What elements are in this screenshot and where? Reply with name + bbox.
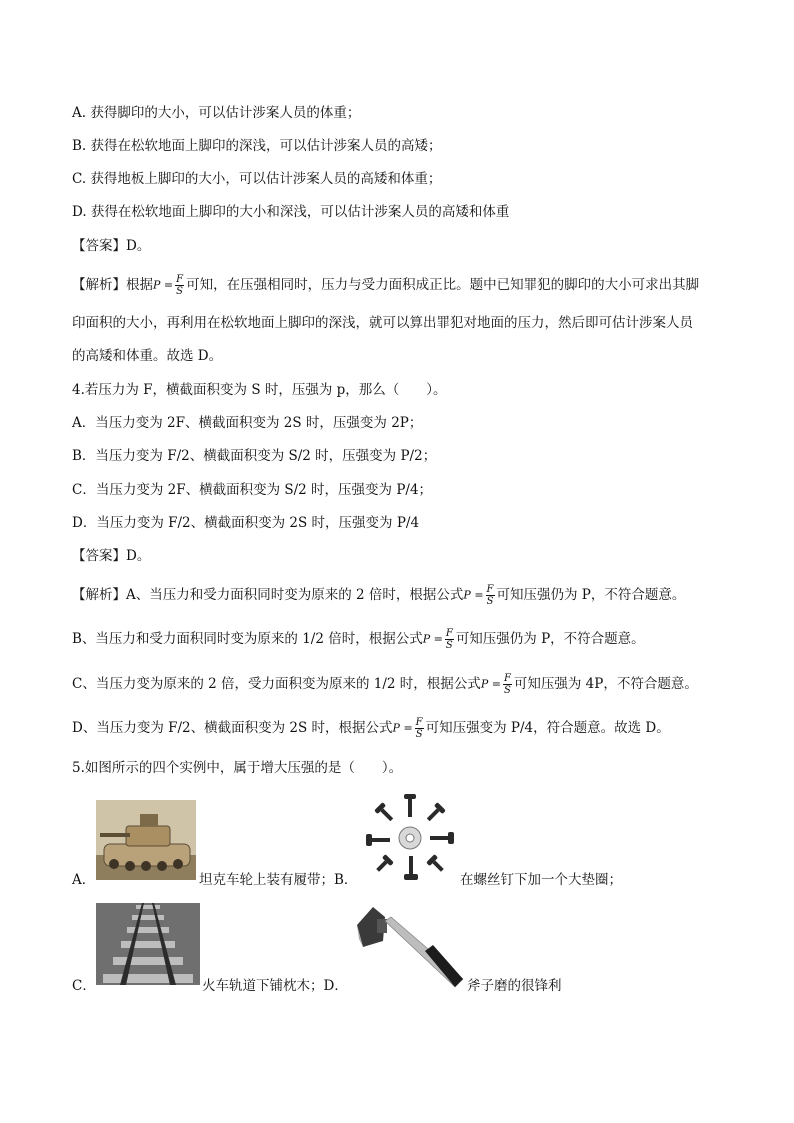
q4-option-b: B．当压力变为 F/2、横截面积变为 S/2 时，压强变为 P/2； [72,448,437,464]
q3-analysis-line1: 【解析】根据P = $\frac{F}{S}$ 可知，在压强相同时，压力与受力面积成正比。题中已知罪犯的脚印的大小可求出其脚 [72,274,700,297]
q4-analysis-d: D、当压力变为 F/2、横截面积变为 2S 时，根据公式P = $\frac{F}{S}$ 可知压强变为 P/4，符合题意。故选 D。 [72,717,670,740]
q4-analysis-c: C、当压力变为原来的 2 倍，受力面积变为原来的 1/2 时，根据公式P = $\frac{F}{S}$ 可知压强为 4P，不符合题意。 [72,673,698,696]
q4-stem: 4.若压力为 F，横截面积变为 S 时，压强为 p，那么（ ）。 [72,382,447,398]
axe-image [355,905,467,989]
tank-image [96,800,196,880]
railway-track-image [96,903,200,985]
formula-fraction: $\frac{F}{S}$ [176,274,184,297]
q5-text-b: 在螺丝钉下加一个大垫圈； [460,872,622,888]
screws-washer-image [360,790,460,886]
q4-option-c: C．当压力变为 2F、横截面积变为 S/2 时，压强变为 P/4； [72,482,433,498]
q5-label-a: A． [72,872,96,888]
q3-option-a: A. 获得脚印的大小，可以估计涉案人员的体重； [72,105,361,121]
q5-text-c: 火车轨道下铺枕木；D． [202,978,348,994]
q3-option-c: C. 获得地板上脚印的大小，可以估计涉案人员的高矮和体重； [72,171,442,187]
q3-option-b: B. 获得在松软地面上脚印的深浅，可以估计涉案人员的高矮； [72,138,442,154]
formula-lhs: P = [153,278,174,292]
q4-option-a: A．当压力变为 2F、横截面积变为 2S 时，压强变为 2P； [72,415,423,431]
formula-fraction: $\frac{F}{S}$ [415,717,423,740]
q4-analysis-b: B、当压力和受力面积同时变为原来的 1/2 倍时，根据公式P = $\frac{F}{S}$ 可知压强仍为 P，不符合题意。 [72,628,645,651]
formula-fraction: $\frac{F}{S}$ [503,673,511,696]
q3-answer: 【答案】D。 [72,238,151,254]
formula-fraction: $\frac{F}{S}$ [486,584,494,607]
q4-analysis-a: 【解析】A、当压力和受力面积同时变为原来的 2 倍时，根据公式P = $\frac{F}{S}$ 可知压强仍为 P，不符合题意。 [72,584,686,607]
q3-analysis-line3: 的高矮和体重。故选 D。 [72,348,223,364]
q5-stem: 5.如图所示的四个实例中，属于增大压强的是（ ）。 [72,760,403,776]
q5-text-d: 斧子磨的很锋利 [467,978,562,994]
q5-label-c: C． [72,978,96,994]
q4-answer: 【答案】D。 [72,548,151,564]
q5-text-a: 坦克车轮上装有履带；B． [199,872,358,888]
q3-option-d: D. 获得在松软地面上脚印的大小和深浅，可以估计涉案人员的高矮和体重 [72,204,510,220]
q4-option-d: D．当压力变为 F/2、横截面积变为 2S 时，压强变为 P/4 [72,515,420,531]
formula-fraction: $\frac{F}{S}$ [445,628,453,651]
q3-analysis-line2: 印面积的大小，再利用在松软地面上脚印的深浅，就可以算出罪犯对地面的压力，然后即可估计涉案人员 [72,315,693,331]
